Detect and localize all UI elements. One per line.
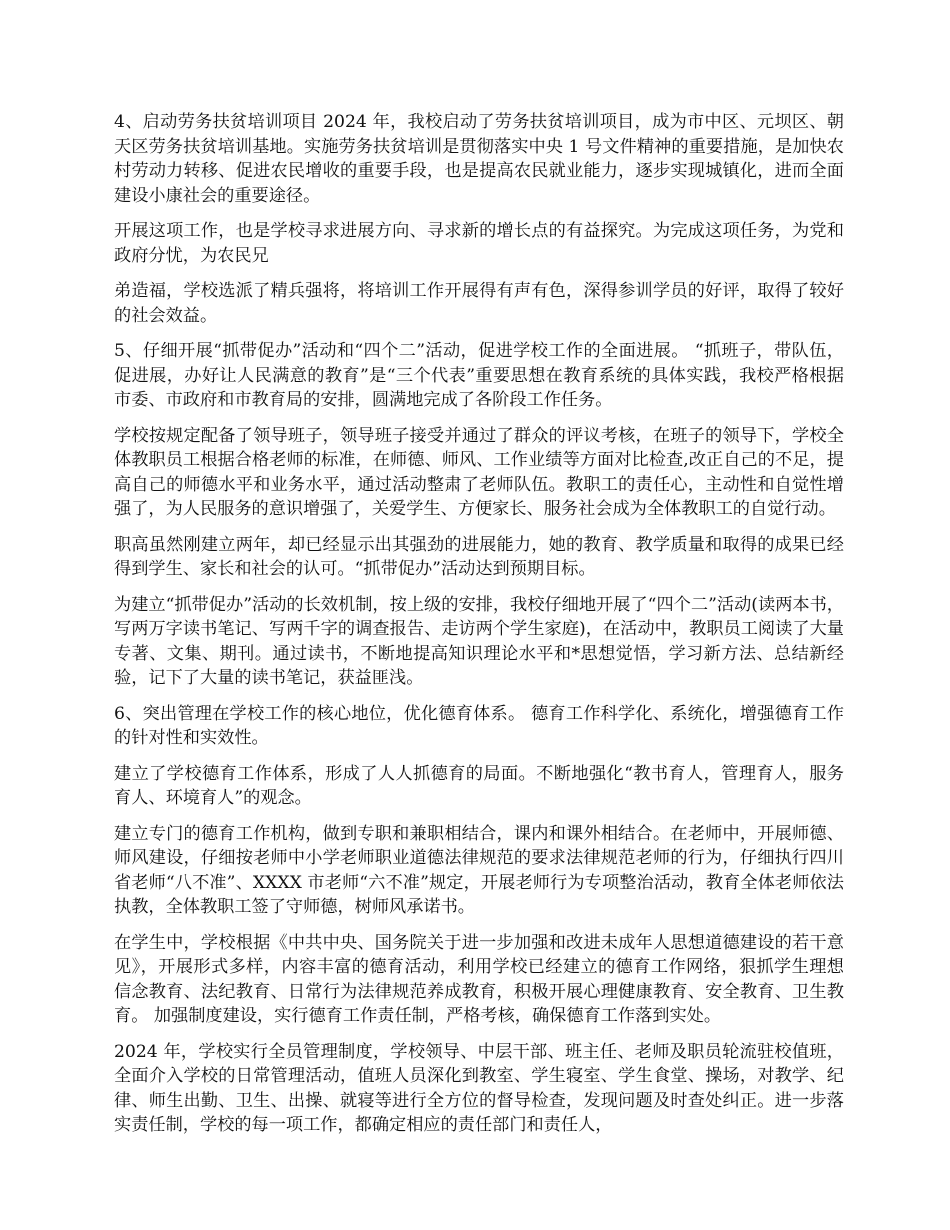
paragraph: 6、突出管理在学校工作的核心地位，优化德育体系。 德育工作科学化、系统化，增强德育工作的针对性和实效性。: [114, 703, 844, 748]
paragraph: 建立了学校德育工作体系，形成了人人抓德育的局面。不断地强化“教书育人，管理育人，服务育人、环境育人”的观念。: [114, 763, 844, 808]
paragraph: 4、启动劳务扶贫培训项目 2024 年，我校启动了劳务扶贫培训项目，成为市中区、元坝区、朝天区劳务扶贫培训基地。实施劳务扶贫培训是贯彻落实中央 1 号文件精神的重要措施，是加快农村劳动力转移、促进农民增收的重要手段，也是提高农民就业能力，逐步实现城镇化，进而全面建设小康社会的重要途径。: [114, 112, 844, 206]
document-page: [114, 110, 844, 1149]
paragraph: 建立专门的德育工作机构，做到专职和兼职相结合，课内和课外相结合。在老师中，开展师德、师风建设，仔细按老师中小学老师职业道德法律规范的要求法律规范老师的行为，仔细执行四川省老师“八不准”、XXXX 市老师“六不准”规定，开展老师行为专项整治活动，教育全体老师依法执教，全体教职工签了守师德，树师风承诺书。: [114, 823, 844, 917]
paragraph: 学校按规定配备了领导班子，领导班子接受并通过了群众的评议考核，在班子的领导下，学校全体教职员工根据合格老师的标准，在师德、师风、工作业绩等方面对比检查,改正自己的不足，提高自己的师德水平和业务水平，通过活动整肃了老师队伍。教职工的责任心，主动性和自觉性增强了，为人民服务的意识增强了，关爱学生、方便家长、服务社会成为全体教职工的自觉行动。: [114, 425, 844, 519]
paragraph: 为建立“抓带促办”活动的长效机制，按上级的安排，我校仔细地开展了“四个二”活动(读两本书，写两万字读书笔记、写两千字的调查报告、走访两个学生家庭)，在活动中，教职员工阅读了大量专著、文集、期刊。通过读书，不断地提高知识理论水平和*思想觉悟，学习新方法、总结新经验，记下了大量的读书笔记，获益匪浅。: [114, 594, 844, 688]
paragraph: 5、仔细开展“抓带促办”活动和“四个二”活动，促进学校工作的全面进展。 “抓班子，带队伍，促进展，办好让人民满意的教育”是“三个代表”重要思想在教育系统的具体实践，我校严格根据市委、市政府和市教育局的安排，圆满地完成了各阶段工作任务。: [114, 341, 844, 410]
paragraph: 弟造福，学校选派了精兵强将，将培训工作开展得有声有色，深得参训学员的好评，取得了较好的社会效益。: [114, 281, 844, 326]
paragraph: 开展这项工作，也是学校寻求进展方向、寻求新的增长点的有益探究。为完成这项任务，为党和政府分忧，为农民兄: [114, 221, 844, 266]
paragraph: 在学生中，学校根据《中共中央、国务院关于进一步加强和改进未成年人思想道德建设的若干意见》，开展形式多样，内容丰富的德育活动，利用学校已经建立的德育工作网络，狠抓学生理想信念教育、法纪教育、日常行为法律规范养成教育，积极开展心理健康教育、安全教育、卫生教育。 加强制度建设，实行德育工作责任制，严格考核，确保德育工作落到实处。: [114, 932, 844, 1026]
paragraph: 职高虽然刚建立两年，却已经显示出其强劲的进展能力，她的教育、教学质量和取得的成果已经得到学生、家长和社会的认可。“抓带促办”活动达到预期目标。: [114, 534, 844, 579]
paragraph: 2024 年，学校实行全员管理制度，学校领导、中层干部、班主任、老师及职员轮流驻校值班，全面介入学校的日常管理活动，值班人员深化到教室、学生寝室、学生食堂、操场，对教学、纪律、师生出勤、卫生、出操、就寝等进行全方位的督导检查，发现问题及时查处纠正。进一步落实责任制，学校的每一项工作，都确定相应的责任部门和责任人，: [114, 1041, 844, 1135]
